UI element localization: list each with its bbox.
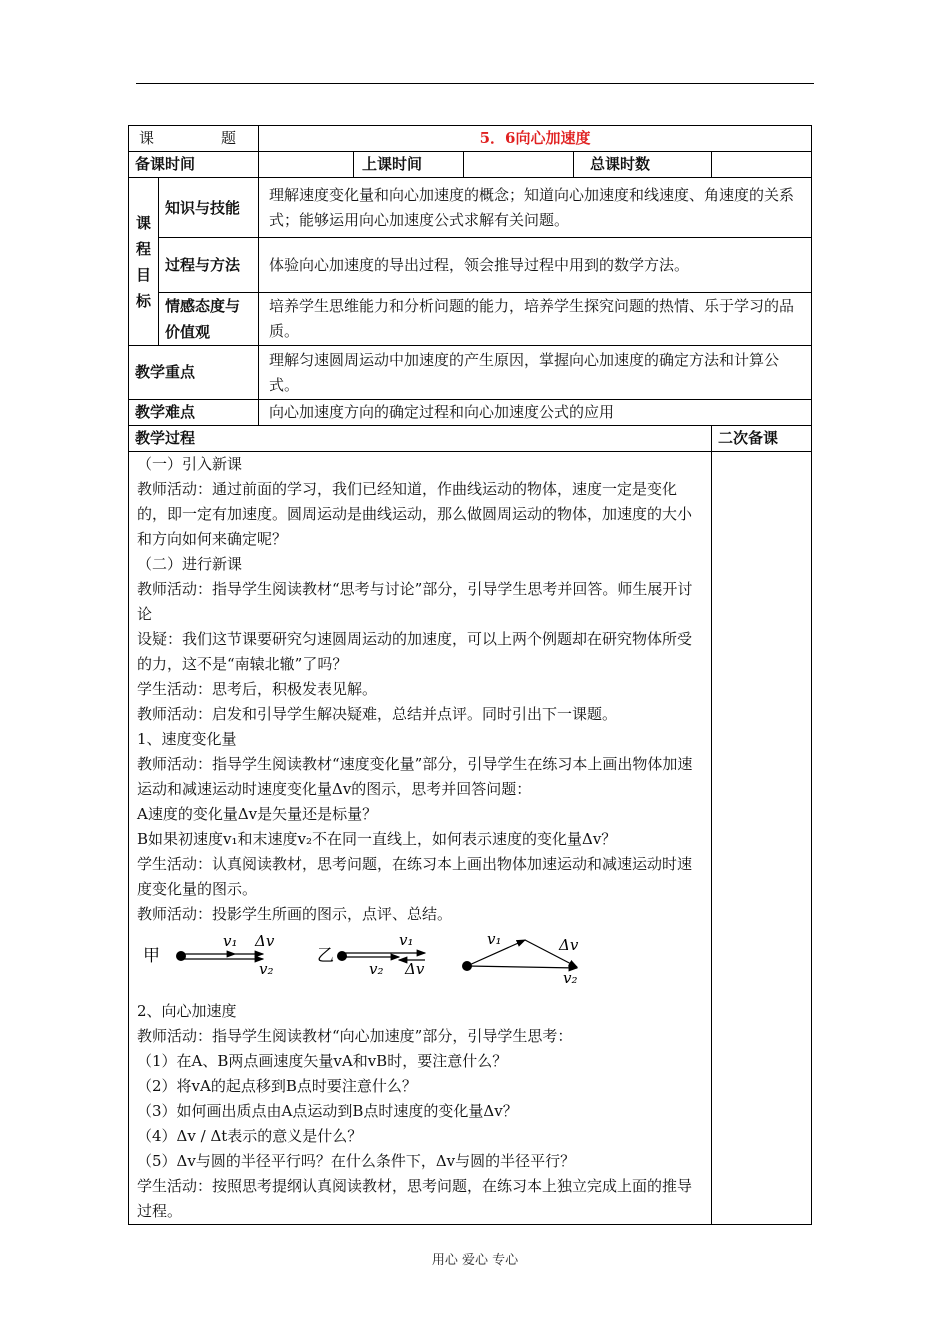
process-paragraph: 教师活动：通过前面的学习，我们已经知道，作曲线运动的物体，速度一定是变化的，即一定有加速度。圆周运动是曲线运动，那么做圆周运动的物体，加速度的大小和方向如何来确定呢？ — [137, 480, 693, 548]
prep-time-label: 备课时间 — [129, 152, 259, 178]
label-v1-triangle: v₁ — [487, 931, 502, 948]
process-paragraph: 教师活动：投影学生所画的图示，点评、总结。 — [137, 905, 453, 923]
header-rule — [136, 83, 814, 84]
difficulties-label: 教学难点 — [129, 400, 259, 426]
total-hours-value[interactable] — [712, 152, 812, 178]
process-paragraph: （4）Δv / Δt表示的意义是什么？ — [137, 1127, 363, 1145]
process-paragraphs-b — [137, 999, 705, 1224]
label-dv-jia: Δv — [255, 932, 275, 950]
total-hours-label: 总课时数 — [574, 152, 712, 178]
label-dv-yi: Δv — [405, 960, 425, 978]
key-points-label: 教学重点 — [129, 346, 259, 400]
class-time-value[interactable] — [464, 152, 574, 178]
process-paragraph: A速度的变化量Δv是矢量还是标量？ — [137, 805, 378, 823]
process-paragraph: 设疑：我们这节课要研究匀速圆周运动的加速度，可以上两个例题却在研究物体所受的力，这不是“南辕北辙”了吗？ — [137, 630, 693, 673]
figure-label-jia: 甲 — [143, 946, 160, 966]
process-label: 教学过程 — [129, 426, 712, 452]
velocity-change-figure — [137, 931, 705, 987]
goal-text-attitude: 培养学生思维能力和分析问题的能力，培养学生探究问题的热情、乐于学习的品质。 — [259, 293, 812, 346]
process-paragraph: （2）将vA的起点移到B点时要注意什么？ — [137, 1077, 417, 1095]
label-dv-triangle: Δv — [559, 936, 579, 954]
process-paragraph: 教师活动：指导学生阅读教材“思考与讨论”部分，引导学生思考并回答。师生展开讨论 — [137, 580, 693, 623]
process-paragraph: B如果初速度v₁和末速度v₂不在同一直线上，如何表示速度的变化量Δv？ — [137, 830, 617, 848]
process-paragraph: 教师活动：指导学生阅读教材“向心加速度”部分，引导学生思考： — [137, 1027, 573, 1045]
process-paragraph: 学生活动：认真阅读教材，思考问题，在练习本上画出物体加速运动和减速运动时速度变化量的图示。 — [137, 855, 693, 898]
topic-label: 课 题 — [129, 126, 259, 152]
label-v2-triangle: v₂ — [563, 969, 578, 987]
goal-label-attitude: 情感态度与价值观 — [159, 293, 259, 346]
goal-text-process: 体验向心加速度的导出过程，领会推导过程中用到的数学方法。 — [259, 238, 812, 293]
process-paragraph: 1、速度变化量 — [137, 730, 237, 748]
page-footer: 用心 爱心 专心 — [431, 1253, 519, 1268]
goal-label-process: 过程与方法 — [159, 238, 259, 293]
process-paragraph: 教师活动：启发和引导学生解决疑难，总结并点评。同时引出下一课题。 — [137, 705, 618, 723]
second-prep-notes[interactable] — [712, 452, 812, 1225]
process-paragraph: 学生活动：思考后，积极发表见解。 — [137, 680, 378, 698]
goals-side-label: 课程目标 — [129, 178, 159, 346]
process-content — [129, 452, 712, 1225]
process-paragraph: 教师活动：指导学生阅读教材“速度变化量”部分，引导学生在练习本上画出物体加速运动和减速运动时速度变化量Δv的图示，思考并回答问题： — [137, 755, 693, 798]
class-time-label: 上课时间 — [354, 152, 464, 178]
process-paragraph: （1）在A、B两点画速度矢量vA和vB时，要注意什么？ — [137, 1052, 508, 1070]
label-v2-yi: v₂ — [369, 960, 384, 978]
process-paragraph: （3）如何画出质点由A点运动到B点时速度的变化量Δv？ — [137, 1102, 518, 1120]
label-v1-yi: v₁ — [399, 931, 414, 949]
label-v1-jia: v₁ — [223, 932, 238, 950]
label-v2-jia: v₂ — [259, 960, 274, 978]
process-paragraphs-a — [137, 452, 705, 927]
second-prep-label: 二次备课 — [712, 426, 812, 452]
topic-title: 5．6向心加速度 — [259, 126, 812, 152]
figure-label-yi: 乙 — [317, 946, 334, 966]
arrow-v2-triangle — [467, 966, 577, 968]
velocity-vector-diagrams — [137, 931, 597, 987]
goal-label-knowledge: 知识与技能 — [159, 178, 259, 238]
key-points-text: 理解匀速圆周运动中加速度的产生原因，掌握向心加速度的确定方法和计算公式。 — [259, 346, 812, 400]
goal-text-knowledge: 理解速度变化量和向心加速度的概念；知道向心加速度和线速度、角速度的关系式；能够运用向心加速度公式求解有关问题。 — [259, 178, 812, 238]
process-paragraph: （二）进行新课 — [137, 555, 243, 573]
lesson-plan-table — [128, 125, 812, 1225]
process-paragraph: （5）Δv与圆的半径平行吗？在什么条件下，Δv与圆的半径平行？ — [137, 1152, 576, 1170]
process-paragraph: 2、向心加速度 — [137, 1002, 237, 1020]
process-paragraph: （一）引入新课 — [137, 455, 243, 473]
difficulties-text: 向心加速度方向的确定过程和向心加速度公式的应用 — [259, 400, 812, 426]
process-paragraph: 学生活动：按照思考提纲认真阅读教材，思考问题，在练习本上独立完成上面的推导过程。 — [137, 1177, 693, 1220]
prep-time-value[interactable] — [259, 152, 354, 178]
